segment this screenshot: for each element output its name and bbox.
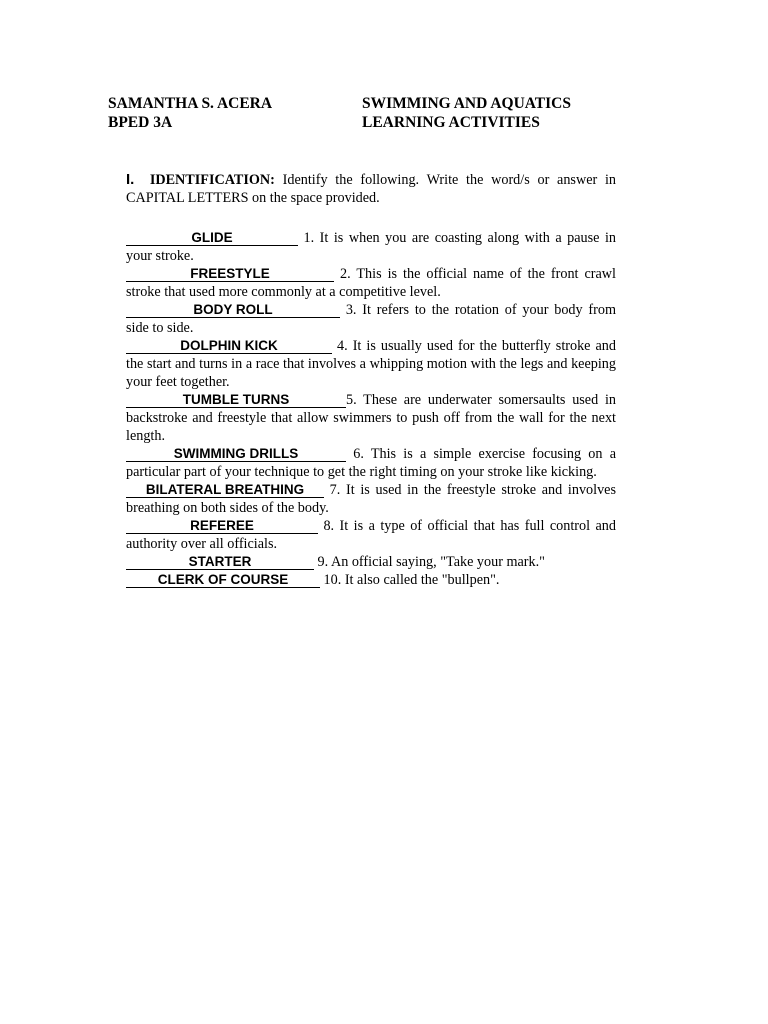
worksheet-body bbox=[126, 171, 616, 589]
section-label: IDENTIFICATION: bbox=[149, 172, 275, 188]
activity-info bbox=[362, 94, 571, 132]
question-text: 10. It also called the "bullpen". bbox=[320, 572, 500, 588]
list-item bbox=[126, 301, 616, 337]
question-text: 6. This is a simple exercise focusing on a particular part of your technique to get the right timing on your stroke like kicking. bbox=[126, 446, 616, 480]
list-item bbox=[126, 571, 616, 589]
activity-title: LEARNING ACTIVITIES bbox=[362, 114, 540, 131]
section-intro bbox=[126, 171, 616, 207]
question-text: 8. It is a type of official that has full control and authority over all officials. bbox=[126, 518, 616, 552]
question-text: 5. These are underwater somersaults used in backstroke and freestyle that allow swimmers to push off from the wall for the next length. bbox=[126, 392, 616, 444]
student-info bbox=[108, 94, 272, 132]
question-text: 4. It is usually used for the butterfly stroke and the start and turns in a race that involves a whipping motion with the legs and keeping your feet together. bbox=[126, 338, 616, 390]
question-text: 3. It refers to the rotation of your body from side to side. bbox=[126, 302, 616, 336]
list-item bbox=[126, 337, 616, 391]
list-item bbox=[126, 481, 616, 517]
section-instruction: Identify the following. Write the word/s or answer in CAPITAL LETTERS on the space provided. bbox=[126, 172, 616, 206]
list-item bbox=[126, 445, 616, 481]
answer-blank: GLIDE bbox=[126, 230, 298, 246]
answer-blank: DOLPHIN KICK bbox=[126, 338, 332, 354]
list-item bbox=[126, 265, 616, 301]
subject-title: SWIMMING AND AQUATICS bbox=[362, 95, 571, 112]
answer-blank: REFEREE bbox=[126, 518, 318, 534]
answer-blank: BODY ROLL bbox=[126, 302, 340, 318]
student-course: BPED 3A bbox=[108, 114, 173, 131]
answer-blank: SWIMMING DRILLS bbox=[126, 446, 346, 462]
list-item bbox=[126, 229, 616, 265]
question-list bbox=[126, 229, 616, 589]
answer-blank: FREESTYLE bbox=[126, 266, 334, 282]
list-item bbox=[126, 391, 616, 445]
question-text: 7. It is used in the freestyle stroke and involves breathing on both sides of the body. bbox=[126, 482, 616, 516]
list-item bbox=[126, 517, 616, 553]
section-number: I. bbox=[126, 171, 135, 188]
list-item bbox=[126, 553, 616, 571]
answer-blank: BILATERAL BREATHING bbox=[126, 482, 324, 498]
answer-blank: TUMBLE TURNS bbox=[126, 392, 346, 408]
answer-blank: CLERK OF COURSE bbox=[126, 572, 320, 588]
answer-blank: STARTER bbox=[126, 554, 314, 570]
question-text: 2. This is the official name of the front crawl stroke that used more commonly at a competitive level. bbox=[126, 266, 616, 300]
question-text: 1. It is when you are coasting along with a pause in your stroke. bbox=[126, 230, 616, 264]
question-text: 9. An official saying, "Take your mark." bbox=[314, 554, 545, 570]
student-name: SAMANTHA S. ACERA bbox=[108, 95, 273, 112]
